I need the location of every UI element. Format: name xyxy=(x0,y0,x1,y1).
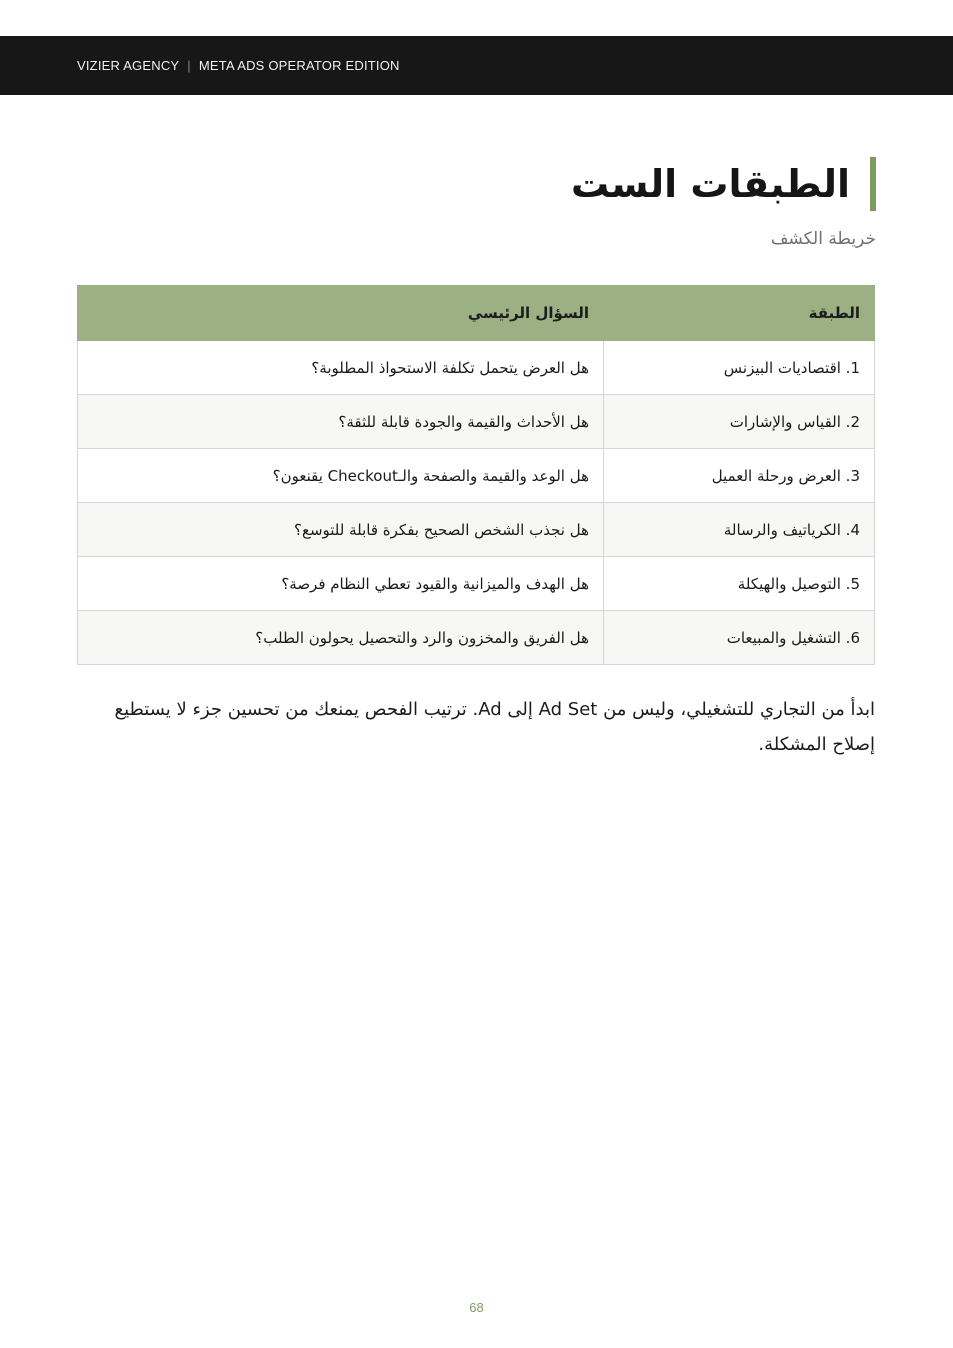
title-accent-bar xyxy=(870,157,876,211)
question-cell: هل الفريق والمخزون والرد والتحصيل يحولون الطلب؟ xyxy=(78,611,604,665)
column-header-question: السؤال الرئيسي xyxy=(78,286,604,341)
question-cell: هل الوعد والقيمة والصفحة والـCheckout يقنعون؟ xyxy=(78,449,604,503)
table-row xyxy=(78,503,875,557)
layer-cell: 5. التوصيل والهيكلة xyxy=(604,557,875,611)
page-subtitle: خريطة الكشف xyxy=(770,229,876,249)
layers-table xyxy=(77,285,875,665)
table-row xyxy=(78,395,875,449)
table-row xyxy=(78,341,875,395)
header-separator: | xyxy=(187,58,191,73)
layer-cell: 1. اقتصاديات البيزنس xyxy=(604,341,875,395)
running-header xyxy=(0,36,953,95)
question-cell: هل الأحداث والقيمة والجودة قابلة للثقة؟ xyxy=(78,395,604,449)
column-header-layer: الطبقة xyxy=(604,286,875,341)
question-cell: هل العرض يتحمل تكلفة الاستحواذ المطلوبة؟ xyxy=(78,341,604,395)
page-title: الطبقات الست xyxy=(570,162,850,206)
page-number: 68 xyxy=(469,1300,484,1315)
table-row xyxy=(78,449,875,503)
layer-cell: 4. الكرياتيف والرسالة xyxy=(604,503,875,557)
layer-cell: 2. القياس والإشارات xyxy=(604,395,875,449)
layer-cell: 6. التشغيل والمبيعات xyxy=(604,611,875,665)
table-header-row xyxy=(78,286,875,341)
header-edition: META ADS OPERATOR EDITION xyxy=(198,58,400,73)
question-cell: هل الهدف والميزانية والقيود تعطي النظام فرصة؟ xyxy=(78,557,604,611)
body-paragraph: ابدأ من التجاري للتشغيلي، وليس من Ad Set إلى Ad. ترتيب الفحص يمنعك من تحسين جزء لا يستطيع إصلاح المشكلة. xyxy=(114,699,875,755)
question-cell: هل نجذب الشخص الصحيح بفكرة قابلة للتوسع؟ xyxy=(78,503,604,557)
title-block xyxy=(571,157,876,211)
header-brand: VIZIER AGENCY xyxy=(77,58,180,73)
table-row xyxy=(78,557,875,611)
table-row xyxy=(78,611,875,665)
layer-cell: 3. العرض ورحلة العميل xyxy=(604,449,875,503)
